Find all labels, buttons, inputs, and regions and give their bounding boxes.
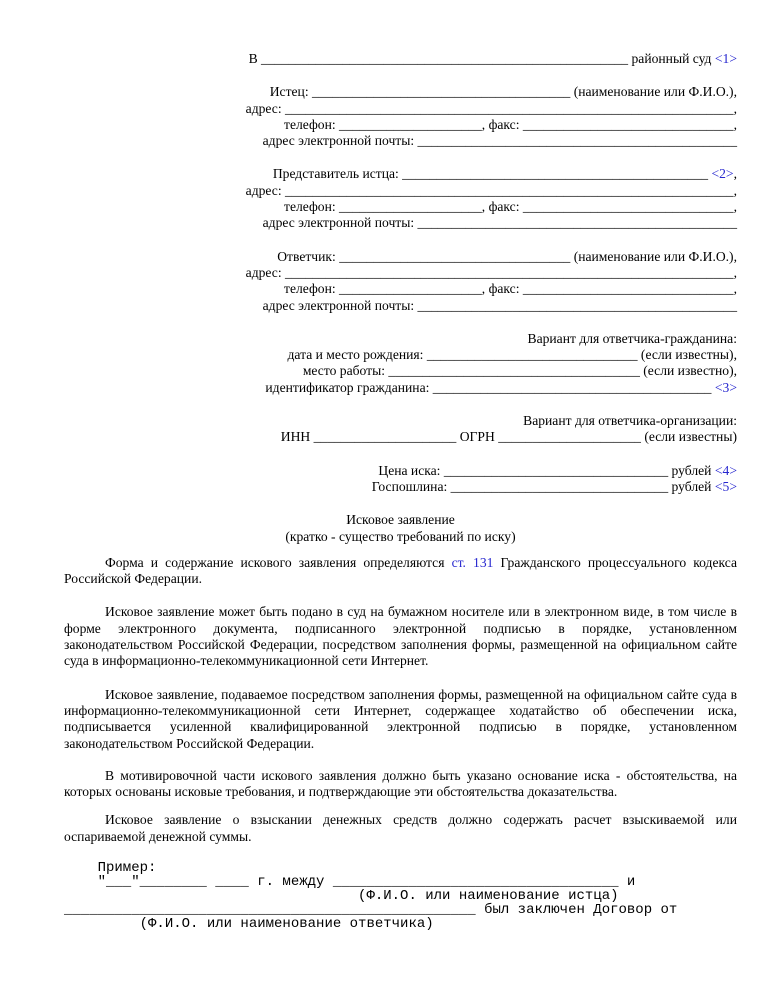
paragraph-motivation-part: В мотивировочной части искового заявления должно быть указано основание иска - обстоятельства, на которых основаны исковые требования, и подтверждающие эти обстоятельства доказательства. xyxy=(64,767,737,800)
citizen-identifier-text: идентификатор гражданина: _________________________________________ xyxy=(265,379,715,395)
plaintiff-phone-fax-line: телефон: _____________________, факс: _______________________________, xyxy=(284,116,737,132)
plaintiff-name-line: Истец: ______________________________________ (наименование или Ф.И.О.), xyxy=(269,84,737,100)
plaintiff-block xyxy=(64,84,737,149)
birth-date-place-line: дата и место рождения: _______________________________ (если известны), xyxy=(287,347,737,363)
representative-phone-fax-line: телефон: _____________________, факс: _______________________________, xyxy=(284,199,737,215)
paragraph-electronic-signature: Исковое заявление, подаваемое посредством заполнения формы, размещенной на официальном сайте суда в информационно-телекоммуникационной сети Интернет, содержащее ходатайство об обеспечении иска, подписывается усиленной квалифицированной электронной подписью в порядке, установленном законодательством Российской Федерации. xyxy=(64,686,737,751)
claim-price-line xyxy=(64,463,737,479)
defendant-org-variant-title: Вариант для ответчика-организации: xyxy=(523,413,737,429)
ogrn-blank: _____________________ xyxy=(498,429,641,445)
representative-address-line: адрес: __________________________________________________________________, xyxy=(245,182,737,198)
example-plaintiff-caption-line: (Ф.И.О. или наименование истца) xyxy=(64,887,619,904)
state-fee-line xyxy=(64,479,737,495)
inn-label: ИНН xyxy=(280,429,314,445)
example-date-parties-line: "___"________ ____ г. между __________________________________ и xyxy=(64,873,636,890)
paragraph-monetary-claim: Исковое заявление о взыскании денежных средств должно содержать расчет взыскиваемой или оспариваемой денежной суммы. xyxy=(64,812,737,844)
if-known-suffix: (если известны) xyxy=(640,429,737,445)
representative-email-line: адрес электронной почты: _______________________________________________ xyxy=(262,215,737,231)
inn-ogrn-line xyxy=(64,429,737,445)
example-contract-line: _________________________________________________ был заключен Договор от xyxy=(64,901,678,918)
defendant-email-line: адрес электронной почты: _______________________________________________ xyxy=(262,297,737,313)
paragraph-form-content-tail: Гражданского процессуального кодекса Российской Федерации. xyxy=(64,554,738,587)
footnote-link-1[interactable]: <1> xyxy=(714,51,737,66)
paragraph-form-content-text: Форма и содержание искового заявления определяются xyxy=(105,554,452,570)
court-line-text: В ______________________________________________________ районный суд xyxy=(248,51,715,66)
defendant-citizen-variant-title: Вариант для ответчика-гражданина: xyxy=(527,330,737,346)
inn-blank: _____________________ xyxy=(313,429,457,445)
plaintiff-address-line: адрес: __________________________________________________________________, xyxy=(245,100,737,116)
claim-title-block xyxy=(64,512,737,545)
plaintiff-email-line: адрес электронной почты: _______________________________________________ xyxy=(262,133,737,149)
footnote-link-2[interactable]: <2> xyxy=(711,166,734,182)
defendant-citizen-variant-block xyxy=(64,331,737,396)
claim-price-text: Цена иска: _________________________________ рублей xyxy=(378,462,715,478)
claim-amounts-block xyxy=(64,463,737,496)
footnote-link-4[interactable]: <4> xyxy=(714,462,737,478)
ogrn-label: ОГРН xyxy=(456,429,499,445)
defendant-phone-fax-line: телефон: _____________________, факс: _______________________________, xyxy=(284,281,737,297)
paragraph-form-content xyxy=(64,555,737,588)
defendant-address-line: адрес: __________________________________________________________________, xyxy=(245,264,737,280)
workplace-line: место работы: _____________________________________ (если известно), xyxy=(302,363,737,379)
footnote-link-5[interactable]: <5> xyxy=(714,478,737,494)
article-131-link[interactable]: ст. 131 xyxy=(451,554,494,570)
representative-name-line xyxy=(64,166,737,182)
representative-block xyxy=(64,166,737,231)
representative-name-text: Представитель истца: _____________________________________________ xyxy=(272,166,712,182)
example-defendant-caption-line: (Ф.И.О. или наименование ответчика) xyxy=(64,915,434,932)
paragraph-filing-methods: Исковое заявление может быть подано в суд на бумажном носителе или в электронном виде, в том числе в форме электронного документа, подписанного электронной подписью в порядке, установленном законодательством Российской Федерации, посредством заполнения формы, размещенной на официальном сайте суда в информационно-телекоммуникационной сети Интернет. xyxy=(64,604,737,669)
citizen-identifier-line xyxy=(64,380,737,396)
court-header-line xyxy=(64,51,737,67)
claim-subtitle: (кратко - существо требований по иску) xyxy=(285,528,516,544)
defendant-block xyxy=(64,249,737,314)
defendant-name-line: Ответчик: __________________________________ (наименование или Ф.И.О.), xyxy=(277,248,737,264)
state-fee-text: Госпошлина: ________________________________ рублей xyxy=(371,478,715,494)
claim-title: Исковое заявление xyxy=(346,512,455,528)
example-block xyxy=(64,861,737,931)
representative-name-comma: , xyxy=(733,166,737,182)
footnote-link-3[interactable]: <3> xyxy=(714,379,737,395)
example-label-line: Пример: xyxy=(64,859,157,876)
defendant-org-variant-block xyxy=(64,413,737,446)
